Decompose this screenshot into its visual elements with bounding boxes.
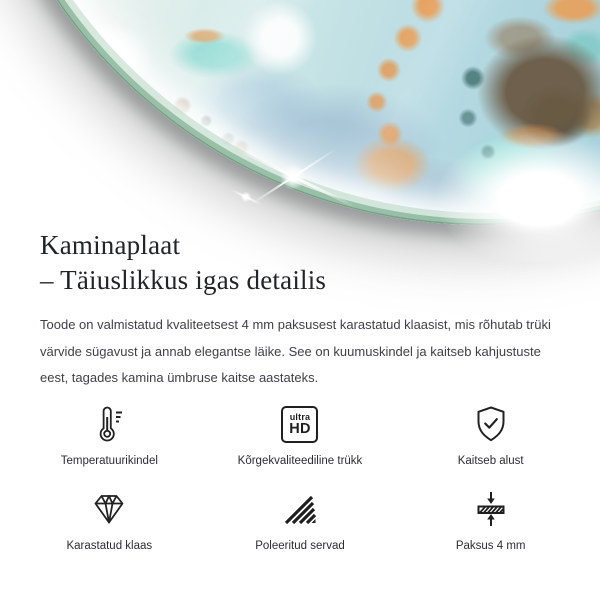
- feature-protects-base: [395, 399, 586, 468]
- ultra-hd-badge-bottom: HD: [289, 420, 311, 437]
- product-hero: [0, 0, 600, 260]
- feature-label: Paksus 4 mm: [455, 540, 526, 552]
- compressed-thickness-icon: [471, 484, 511, 534]
- page-title-line1: Kaminaplaat: [40, 230, 181, 260]
- shield-check-icon: [471, 399, 511, 449]
- feature-thickness: [395, 484, 586, 553]
- feature-label: Karastatud klaas: [66, 540, 153, 552]
- feature-temperature: [14, 399, 205, 468]
- hero-fade-overlay: [415, 112, 600, 262]
- feature-grid: [14, 399, 586, 553]
- ultra-hd-badge: [281, 406, 318, 443]
- polished-edges-icon: [280, 484, 320, 534]
- page-title: [40, 228, 326, 298]
- feature-label: Poleeritud servad: [255, 540, 345, 552]
- feature-label: Temperatuurikindel: [60, 455, 158, 467]
- feature-label: Kõrgekvaliteediline trükk: [237, 455, 363, 467]
- thermometer-icon: [89, 399, 129, 449]
- ultra-hd-badge-top: ultra: [289, 411, 311, 422]
- feature-print-quality: [205, 399, 396, 468]
- feature-label: Kaitseb alust: [457, 455, 524, 467]
- feature-polished-edges: [205, 484, 396, 553]
- ultra-hd-icon: [281, 399, 318, 449]
- product-description: Toode on valmistatud kvaliteetsest 4 mm paksusest karastatud klaasist, mis rõhutab trüki värvide sügavust ja annab elegantse läike. See on kuumuskindel ja kaitseb kahjustuste eest, tagades kamina ümbruse kaitse aastateks.: [40, 317, 551, 385]
- page-title-line2: – Täiuslikkus igas detailis: [40, 265, 327, 295]
- diamond-icon: [89, 484, 129, 534]
- feature-tempered-glass: [14, 484, 205, 553]
